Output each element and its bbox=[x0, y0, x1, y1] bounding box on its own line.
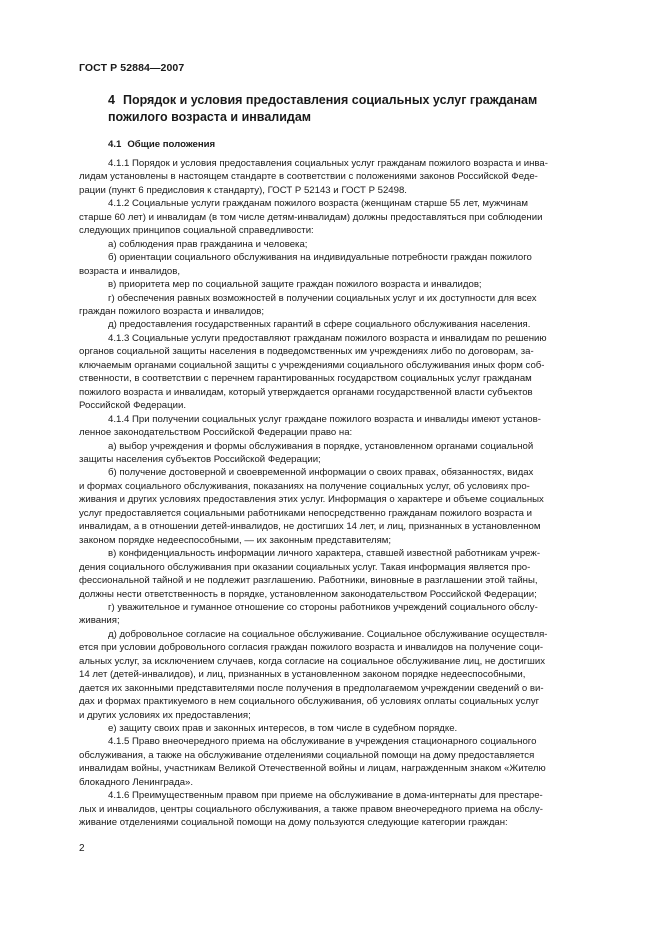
text-line: обслуживания, а также на обслуживание отделениями социальной помощи на дому предоставляется bbox=[79, 749, 535, 761]
text-line: д) предоставления государственных гарантий в сфере социального обслуживания населения. bbox=[108, 319, 531, 331]
text-line: 4.1.1 Порядок и условия предоставления социальных услуг гражданам пожилого возраста и инва- bbox=[108, 158, 548, 169]
section-number: 4 bbox=[108, 93, 115, 107]
text-line: дается их законными представителями после получения в предполагаемом учреждении сведений о ви- bbox=[79, 682, 544, 694]
text-line: следующих принципов социальной справедливости: bbox=[79, 225, 314, 237]
body-text bbox=[79, 157, 584, 830]
text-line: 4.1.2 Социальные услуги гражданам пожилого возраста (женщинам старше 55 лет, мужчинам bbox=[108, 198, 528, 210]
text-line: г) обеспечения равных возможностей в получении социальных услуг и их доступности для всех bbox=[108, 292, 537, 304]
text-line: должны нести ответственность в порядке, установленном законодательством Российской Федерации; bbox=[79, 588, 537, 600]
text-line: инвалидам, а в отношении детей-инвалидов, не достигших 14 лет, и лиц, признанных в установленном bbox=[79, 521, 541, 533]
text-line: 4.1.4 При получении социальных услуг граждане пожилого возраста и инвалиды имеют установ- bbox=[108, 413, 541, 425]
text-line: живание отделениями социальной помощи на дому пользуются следующие категории граждан: bbox=[79, 817, 508, 829]
text-line: 4.1.5 Право внеочередного приема на обслуживание в учреждения стационарного социального bbox=[108, 736, 537, 748]
text-line: б) получение достоверной и своевременной информации о своих правах, обязанностях, видах bbox=[108, 467, 534, 479]
text-line: а) соблюдения прав гражданина и человека; bbox=[108, 238, 308, 250]
text-line: лых и инвалидов, центры социального обслуживания, а также правом внеочередного приема на обслу- bbox=[79, 803, 543, 815]
text-line: дах и формах практикуемого в нем социального обслуживания, об условиях оплаты социальных услуг bbox=[79, 696, 540, 708]
text-line: а) выбор учреждения и формы обслуживания в порядке, установленном органами социальной bbox=[108, 440, 534, 452]
document-header: ГОСТ Р 52884—2007 bbox=[79, 62, 185, 74]
section-title-line2: пожилого возраста и инвалидам bbox=[108, 110, 312, 124]
text-line: защиты населения субъектов Российской Федерации; bbox=[79, 453, 321, 465]
text-line: ленное законодательством Российской Федерации право на: bbox=[79, 427, 353, 439]
text-line: инвалидам войны, участникам Великой Отечественной войны и лицам, награжденным знаком «Жителю bbox=[79, 763, 546, 775]
text-line: лидам установлены в настоящем стандарте в соответствии с положениями законов Российской Феде- bbox=[79, 171, 538, 183]
page-number: 2 bbox=[79, 843, 85, 854]
subsection-title-text: Общие положения bbox=[127, 139, 216, 150]
subsection-title bbox=[108, 139, 215, 150]
text-line: и формах социального обслуживания, показаниях на получение социальных услуг, об условиях про- bbox=[79, 480, 530, 492]
section-title-text-1: Порядок и условия предоставления социальных услуг гражданам bbox=[122, 93, 538, 107]
text-line: 14 лет (детей-инвалидов), и лиц, признанных в установленном законом порядке недееспособными, bbox=[79, 669, 526, 681]
text-line: старше 60 лет) и инвалидам (в том числе детям-инвалидам) должны предоставляться при соблюдении bbox=[79, 211, 543, 223]
text-line: 4.1.6 Преимущественным правом при приеме на обслуживание в дома-интернаты для престаре- bbox=[108, 790, 543, 802]
text-line: живания и других условиях предоставления этих услуг. Информация о характере и объеме социальных bbox=[79, 494, 544, 506]
text-line: возраста и инвалидов, bbox=[79, 265, 181, 277]
text-line: ственности, в соответствии с перечнем гарантированных государством социальных услуг гражданам bbox=[79, 373, 532, 385]
text-line: пожилого возраста и инвалидам, который утверждается органами государственной власти субъектов bbox=[79, 386, 533, 398]
section-title bbox=[108, 92, 588, 126]
text-line: дения социального обслуживания при оказании социальных услуг. Такая информация является про- bbox=[79, 561, 531, 573]
text-line: рации (пункт 6 предисловия к стандарту), ГОСТ Р 52143 и ГОСТ Р 52498. bbox=[79, 184, 407, 196]
text-line: г) уважительное и гуманное отношение со стороны работников учреждений социального обслу- bbox=[108, 601, 538, 613]
text-line: е) защиту своих прав и законных интересов, в том числе в судебном порядке. bbox=[108, 723, 458, 735]
subsection-number: 4.1 bbox=[108, 139, 122, 150]
text-line: законом порядке недееспособными, — их законным представителям; bbox=[79, 534, 392, 546]
text-line: Российской Федерации. bbox=[79, 400, 186, 412]
text-line: б) ориентации социального обслуживания на индивидуальные потребности граждан пожилого bbox=[108, 252, 532, 264]
text-line: живания; bbox=[79, 615, 120, 627]
text-line: услуг предоставляется социальными работниками непосредственно гражданам пожилого возраста и bbox=[79, 507, 533, 519]
text-line: в) конфиденциальность информации личного характера, ставшей известной работникам учреж- bbox=[108, 548, 541, 560]
text-line: ключаемым органами социальной защиты с учреждениями социального обслуживания иных форм соб- bbox=[79, 359, 545, 371]
text-line: д) добровольное согласие на социальное обслуживание. Социальное обслуживание осуществля- bbox=[108, 628, 548, 640]
text-line: фессиональной тайной и не подлежит разглашению. Работники, виновные в разглашении этой тайны, bbox=[79, 575, 538, 587]
text-line: в) приоритета мер по социальной защите граждан пожилого возраста и инвалидов; bbox=[108, 279, 482, 291]
text-line: альных услуг, за исключением случаев, когда согласие на социальное обслуживание лиц, не достигших bbox=[79, 655, 546, 667]
section-title-line1 bbox=[108, 92, 588, 109]
text-line: 4.1.3 Социальные услуги предоставляют гражданам пожилого возраста и инвалидам по решению bbox=[108, 332, 547, 344]
text-line: ется при условии добровольного согласия граждан пожилого возраста и инвалидов на получение соци- bbox=[79, 642, 544, 654]
text-line: и других условиях их предоставления; bbox=[79, 709, 251, 721]
text-line: граждан пожилого возраста и инвалидов; bbox=[79, 305, 265, 317]
text-line: блокадного Ленинграда». bbox=[79, 776, 194, 788]
text-line: органов социальной защиты населения в подведомственных им учреждениях либо по договорам, за- bbox=[79, 346, 534, 358]
